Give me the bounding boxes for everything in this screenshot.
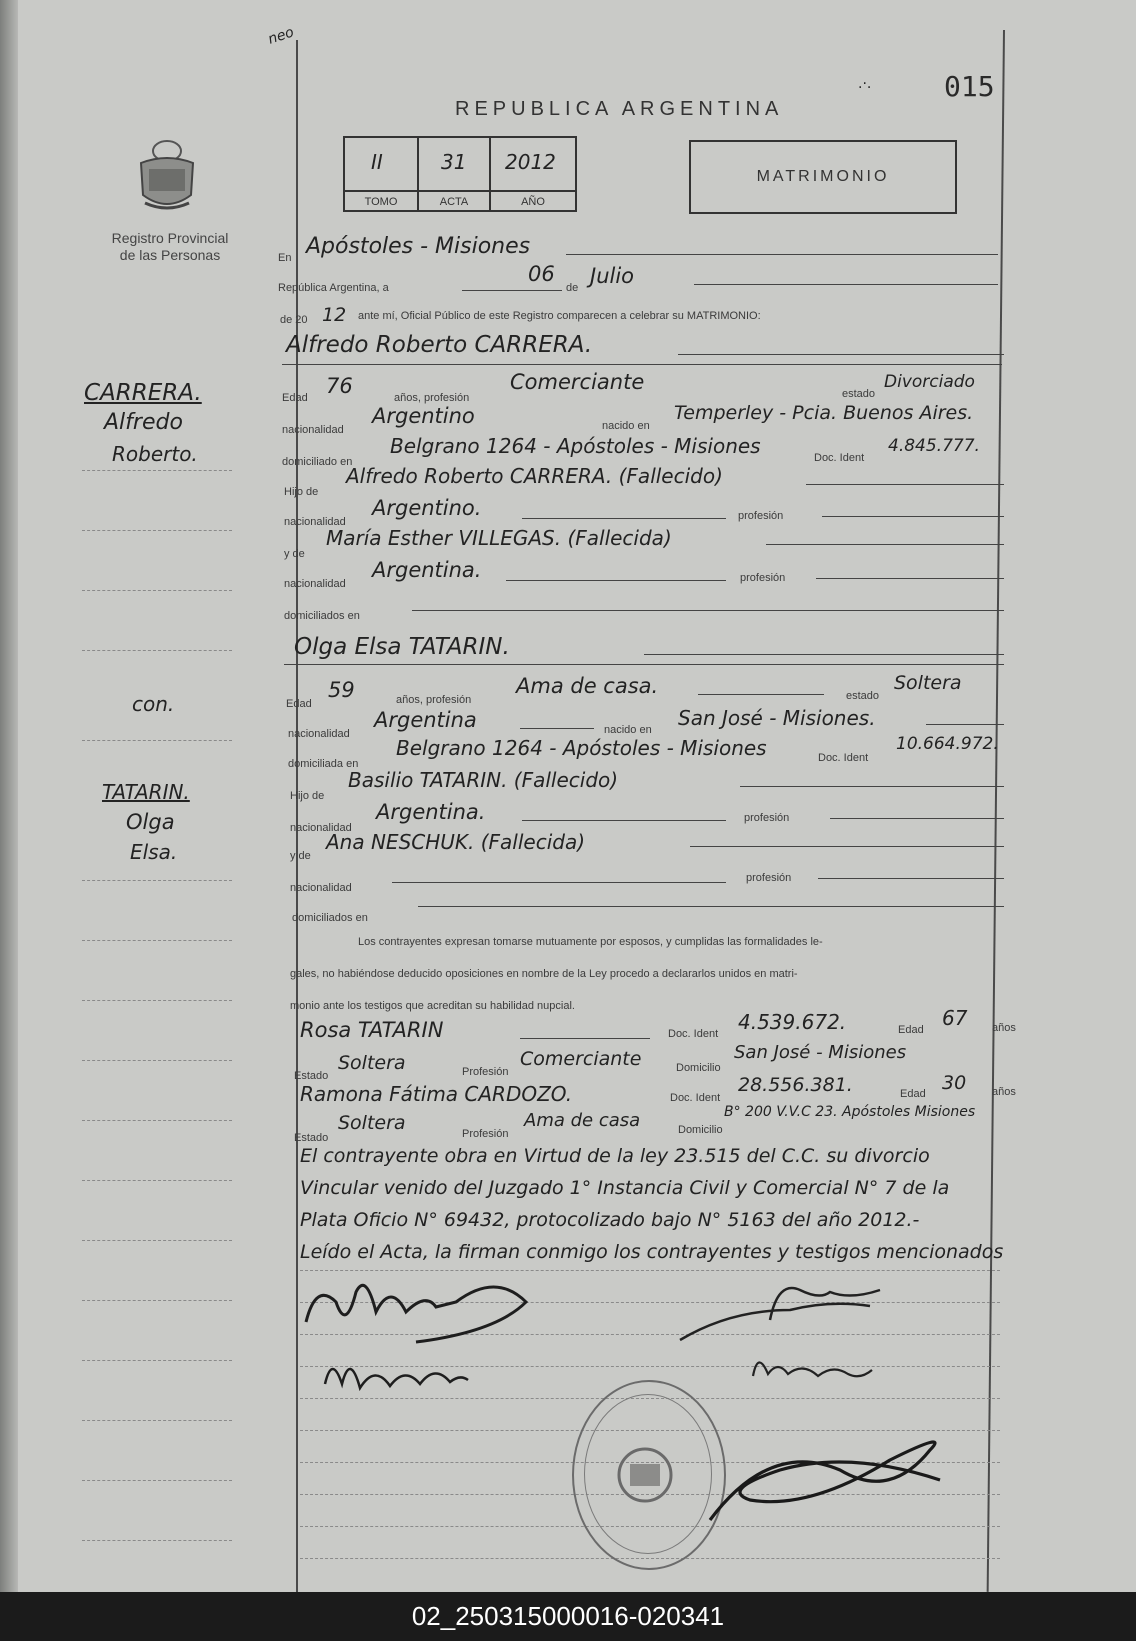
margin-s2-second: Elsa. [130,840,178,864]
witness1-doc: 4.539.672. [738,1010,847,1034]
scan-footer-code: 02_250315000016-020341 [411,1601,725,1631]
spouse1-mother: María Esther VILLEGAS. (Fallecida) [326,526,672,550]
spouse1-profession: Comerciante [510,370,645,394]
witness1-name: Rosa TATARIN [300,1018,444,1042]
legal-line3: monio ante los testigos que acreditan su habilidad nupcial. [290,1000,575,1012]
spouse2-mnat-label: nacionalidad [290,882,352,894]
statement: ante mí, Oficial Público de este Registro comparecen a celebrar su MATRIMONIO: [358,310,761,322]
spouse1-doc-label: Doc. Ident [814,452,865,464]
record-number-box [343,136,577,212]
spouse2-edad-label: Edad [286,698,312,710]
annotation-line3: Plata Oficio N° 69432, protocolizado bajo N° 5163 del año 2012.- [300,1209,920,1231]
witness1-prof-label: Profesión [462,1066,509,1078]
witness1-dom-label: Domicilio [676,1062,721,1074]
anio-value: 2012 [505,150,556,174]
spouse1-anios-label: años, profesión [394,392,470,404]
year-prefix: de 20 [280,314,308,326]
spouse2-age: 59 [328,678,355,702]
spouse1-fprof-label: profesión [738,510,784,522]
spouse2-nationality: Argentina [374,708,477,732]
marginal-annotation [300,1140,1003,1268]
registry-name [95,230,245,264]
legal-text [290,926,823,1022]
spouse1-nationality: Argentino [372,404,475,428]
witness2-dom-label: Domicilio [678,1124,723,1136]
witness2-estado-label: Estado [294,1132,329,1144]
spouse1-hijo-label: Hijo de [284,486,319,498]
spouse2-hijo-label: Hijo de [290,790,325,802]
corner-dots: .·. [858,76,872,92]
spouse1-born: Temperley - Pcia. Buenos Aires. [674,402,974,424]
margin-s2-first: Olga [126,810,175,834]
witness2-name: Ramona Fátima CARDOZO. [300,1082,573,1106]
witness2-doc-label: Doc. Ident [670,1092,721,1104]
spouse2-estado-label: estado [846,690,880,702]
spouse2-nac-label: nacionalidad [288,728,350,740]
spouse1-estado-label: estado [842,388,876,400]
spouse2-mprof-label: profesión [746,872,792,884]
spouse1-yde-label: y de [284,548,305,560]
signature-official [690,1420,970,1540]
book-spine [0,0,18,1592]
day-value: 06 [528,262,555,286]
witness1-age: 67 [942,1006,968,1030]
spouse2-domicile: Belgrano 1264 - Apóstoles - Misiones [396,736,767,760]
year-suffix: 12 [322,304,347,326]
witness2-doc: 28.556.381. [738,1074,853,1096]
annotation-line4: Leído el Acta, la firman conmigo los contrayentes y testigos mencionados [300,1241,1004,1263]
registry-line2: de las Personas [119,247,221,263]
spouse1-civil-state: Divorciado [884,372,975,392]
de-label: de [566,282,579,294]
annotation-line2: Vincular venido del Juzgado 1° Instancia Civil y Comercial N° 7 de la [300,1177,950,1199]
spouse2-born: San José - Misiones. [678,706,876,730]
witness2-domicile: B° 200 V.V.C 23. Apóstoles Misiones [724,1104,976,1120]
signature-witness1 [670,1270,910,1350]
spouse2-mother: Ana NESCHUK. (Fallecida) [326,830,586,854]
spouse1-nacido-label: nacido en [602,420,650,432]
spouse1-mprof-label: profesión [740,572,786,584]
spouse2-doc-label: Doc. Ident [818,752,869,764]
tomo-label: TOMO [345,190,419,212]
spouse2-yde-label: y de [290,850,311,862]
spouse2-fnat-label: nacionalidad [290,822,352,834]
legal-line1: Los contrayentes expresan tomarse mutuamente por esposos, y cumplidas las formalidades le- [358,936,823,948]
witness2-anios-label: años [992,1086,1016,1098]
stamp-emblem-icon [600,1430,690,1520]
acta-label: ACTA [419,190,491,212]
legal-line2: gales, no habiéndose deducido oposiciones en nombre de la Ley procedo a declararlos unidos en matri- [290,968,798,980]
signature-groom [296,1262,536,1352]
page-number: 015 [944,70,995,103]
spouse2-father-nat: Argentina. [376,800,486,824]
spouse2-father: Basilio TATARIN. (Fallecido) [348,768,619,792]
margin-s2-surname: TATARIN. [102,780,190,804]
witness1-anios-label: años [992,1022,1016,1034]
signature-bride [320,1344,470,1400]
witness2-edad-label: Edad [900,1088,926,1100]
margin-s1-surname: CARRERA. [84,380,202,406]
spouse2-doc: 10.664.972. [896,734,999,754]
spouse1-age: 76 [326,374,353,398]
spouse1-edad-label: Edad [282,392,308,404]
spouse2-doms-label: domiciliados en [292,912,368,924]
country-header: REPUBLICA ARGENTINA [455,98,784,120]
corner-mark: neo [266,24,296,48]
right-rule [987,30,1005,1592]
month-value: Julio [590,264,635,288]
spouse1-name: Alfredo Roberto CARRERA. [286,332,593,358]
anio-label: AÑO [491,190,575,212]
record-type: MATRIMONIO [689,140,957,214]
witness2-age: 30 [942,1072,967,1094]
spouse1-father: Alfredo Roberto CARRERA. (Fallecido) [346,464,723,488]
witness1-edad-label: Edad [898,1024,924,1036]
spouse2-civil-state: Soltera [894,672,962,694]
witness1-domicile: San José - Misiones [734,1042,907,1063]
spouse1-mother-nat: Argentina. [372,558,482,582]
en-label: En [278,252,292,264]
spouse1-fnat-label: nacionalidad [284,516,346,528]
signature-witness2 [748,1340,878,1390]
spouse2-nacido-label: nacido en [604,724,652,736]
spouse1-doc: 4.845.777. [888,436,980,456]
registry-line1: Registro Provincial [111,230,229,246]
republica-label: República Argentina, a [278,282,389,294]
annotation-line1: El contrayente obra en Virtud de la ley 23.515 del C.C. su divorcio [300,1145,930,1167]
spouse1-father-nat: Argentino. [372,496,482,520]
witness2-state: Soltera [338,1112,406,1134]
spouse2-name: Olga Elsa TATARIN. [294,634,510,660]
spouse1-domicile: Belgrano 1264 - Apóstoles - Misiones [390,434,761,458]
provincial-seal-icon [131,133,203,217]
spouse2-dom-label: domiciliada en [288,758,359,770]
place-value: Apóstoles - Misiones [306,234,531,259]
margin-s1-first: Alfredo [104,410,183,435]
witness2-prof-label: Profesión [462,1128,509,1140]
spouse1-mnat-label: nacionalidad [284,578,346,590]
witness1-estado-label: Estado [294,1070,329,1082]
spouse1-nac-label: nacionalidad [282,424,344,436]
witness2-profession: Ama de casa [524,1110,641,1131]
spouse2-profession: Ama de casa. [516,674,659,698]
margin-s1-second: Roberto. [112,442,198,466]
spouse1-doms-label: domiciliados en [284,610,360,622]
witness1-state: Soltera [338,1052,406,1074]
witness1-profession: Comerciante [520,1048,642,1070]
acta-value: 31 [441,150,467,174]
witness1-doc-label: Doc. Ident [668,1028,719,1040]
margin-con: con. [132,692,175,716]
spouse2-fprof-label: profesión [744,812,790,824]
tomo-value: II [371,150,383,174]
spouse1-dom-label: domiciliado en [282,456,353,468]
spouse2-anios-label: años, profesión [396,694,472,706]
margin-rule [296,40,298,1592]
